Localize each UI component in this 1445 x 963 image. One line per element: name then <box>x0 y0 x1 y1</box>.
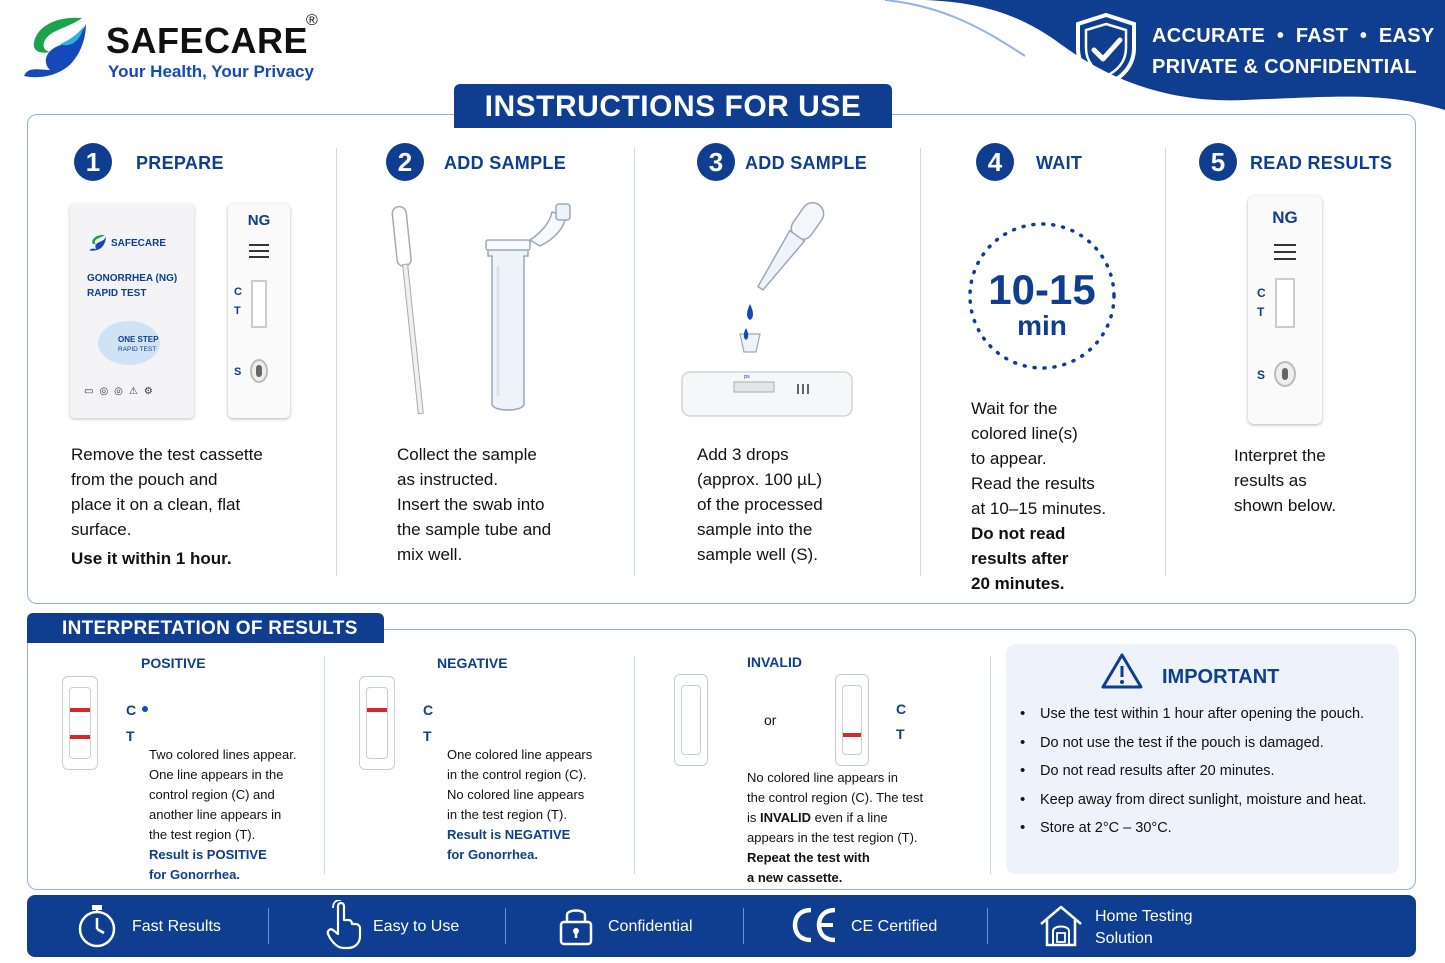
pouch-product-type: RAPID TEST <box>87 288 147 299</box>
list-item: • Do not use the test if the pouch is damaged. <box>1020 729 1395 758</box>
pouch-brand: SAFECARE <box>111 238 167 249</box>
shield-check-icon <box>1074 12 1138 88</box>
control-line <box>70 708 90 712</box>
stopwatch-icon <box>76 903 118 949</box>
s-marker: S <box>234 366 242 378</box>
c-marker: C <box>234 286 242 298</box>
brand-name: SAFECARE <box>106 20 309 61</box>
test-pouch <box>70 204 194 418</box>
registered-mark: ® <box>306 12 318 29</box>
step-1-title: PREPARE <box>136 153 224 173</box>
footer-divider <box>268 908 269 944</box>
positive-t-label: T <box>126 728 135 744</box>
footer-divider <box>987 908 988 944</box>
slogan-line-1: ACCURATE • FAST • EASY <box>1152 25 1435 47</box>
step-5-text: Interpret the results as shown below. <box>1234 446 1337 515</box>
instructions-title: INSTRUCTIONS FOR USE <box>454 84 892 128</box>
sample-well <box>250 359 268 383</box>
pouch-symbols-icon: ▭◎◎⚠⚙ <box>84 386 159 397</box>
swab-and-tube-icon <box>380 196 590 426</box>
sample-well <box>1274 361 1296 387</box>
footer-easy-to-use: Easy to Use <box>373 918 460 935</box>
step-4-text: Wait for the colored line(s) to appear. Read the results at 10–15 minutes. Do not read results after 20 minutes. <box>971 399 1107 593</box>
step-1-bold-note: Use it within 1 hour. <box>71 549 232 568</box>
brand-tagline: Your Health, Your Privacy <box>108 62 314 81</box>
test-line <box>70 735 90 739</box>
test-line <box>843 733 861 737</box>
step-1-number: 1 <box>74 143 112 181</box>
positive-c-label: C <box>126 702 137 718</box>
svg-text:ᵖˢ: ᵖˢ <box>744 373 750 382</box>
hand-pointer-icon <box>324 900 364 950</box>
lock-icon <box>558 904 594 946</box>
dropper-and-cassette-icon <box>676 200 856 422</box>
negative-text: One colored line appears in the control region (C). No colored line appears in the test region (T). Result is NEGATIVE for Gonorrhea. <box>447 745 627 865</box>
warning-triangle-icon <box>1100 652 1144 690</box>
slogan-line-2: PRIVATE & CONFIDENTIAL <box>1152 56 1417 78</box>
negative-c-label: C <box>423 702 434 718</box>
s-marker: S <box>1257 368 1266 382</box>
important-title: IMPORTANT <box>1162 666 1280 688</box>
step-divider <box>1165 148 1166 576</box>
footer-divider <box>505 908 506 944</box>
result-divider <box>324 656 325 874</box>
result-divider <box>634 656 635 874</box>
read-cassette <box>1248 196 1322 424</box>
footer-divider <box>743 908 744 944</box>
positive-text: Two colored lines appear. One line appears in the control region (C) and another line appears in the test region (T). Result is POSITIVE for Gonorrhea. <box>149 745 324 885</box>
c-marker: C <box>1257 286 1266 300</box>
invalid-text: No colored line appears in the control region (C). The test is INVALID even if a line appears in the test region (T). Repeat the test with a new cassette. <box>747 770 924 885</box>
step-2-text: Collect the sample as instructed. Insert the swab into the sample tube and mix well. <box>397 445 552 564</box>
step-3-text: Add 3 drops (approx. 100 µL) of the processed sample into the sample well (S). <box>697 445 823 564</box>
list-item: • Use the test within 1 hour after opening the pouch. <box>1020 700 1395 729</box>
step-3-title: ADD SAMPLE <box>745 153 868 173</box>
list-item: • Keep away from direct sunlight, moisture and heat. <box>1020 786 1395 815</box>
footer-ce-certified: CE Certified <box>851 918 938 935</box>
list-item: • Store at 2°C – 30°C. <box>1020 814 1395 843</box>
pouch-badge-line-2: RAPID TEST <box>118 346 157 353</box>
step-divider <box>920 148 921 576</box>
step-5-title: READ RESULTS <box>1250 153 1393 173</box>
t-marker: T <box>234 305 241 317</box>
positive-cassette <box>62 676 98 770</box>
ce-mark-icon <box>792 906 838 944</box>
cassette-label: NG <box>247 212 271 229</box>
pouch-product-name: GONORRHEA (NG) <box>87 273 178 284</box>
step-2-number: 2 <box>386 143 424 181</box>
invalid-c-label: C <box>896 701 907 717</box>
wait-time-unit: min <box>1017 310 1067 341</box>
step-divider <box>634 148 635 576</box>
invalid-or: or <box>764 712 777 728</box>
footer-bar <box>27 895 1416 957</box>
result-window <box>1275 278 1295 328</box>
results-title: INTERPRETATION OF RESULTS <box>27 613 384 643</box>
important-list <box>1020 700 1395 843</box>
negative-t-label: T <box>423 728 432 744</box>
step-5-number: 5 <box>1199 143 1237 181</box>
footer-home-testing: Home Testing Solution <box>1095 908 1193 947</box>
step-4-number: 4 <box>976 143 1014 181</box>
step-divider <box>336 148 337 576</box>
step-1-text: Remove the test cassette from the pouch and place it on a clean, flat surface. Use it within 1 hour. <box>71 442 321 571</box>
invalid-title: INVALID <box>747 654 802 670</box>
wait-time: 10-15 <box>988 266 1096 313</box>
control-line <box>367 708 387 712</box>
pouch-logo-icon <box>88 234 108 252</box>
footer-confidential: Confidential <box>608 918 693 935</box>
test-cassette <box>228 204 290 418</box>
step-2-title: ADD SAMPLE <box>444 153 567 173</box>
positive-title: POSITIVE <box>141 655 206 671</box>
invalid-t-label: T <box>896 726 905 742</box>
footer-fast-results: Fast Results <box>132 918 221 935</box>
step-4-title: WAIT <box>1036 153 1083 173</box>
positive-result: Result is POSITIVE <box>149 847 267 862</box>
negative-cassette <box>359 676 395 770</box>
result-window <box>251 280 267 328</box>
cassette-label: NG <box>1272 208 1298 227</box>
t-marker: T <box>1257 305 1265 319</box>
invalid-cassette-test-only <box>835 674 869 766</box>
invalid-cassette-empty <box>674 674 708 766</box>
negative-title: NEGATIVE <box>437 655 508 671</box>
list-item: • Do not read results after 20 minutes. <box>1020 757 1395 786</box>
pouch-badge-line-1: ONE STEP <box>118 335 159 344</box>
negative-result: Result is NEGATIVE <box>447 827 571 842</box>
marker-dot-icon <box>142 706 148 712</box>
result-divider <box>990 656 991 874</box>
safecare-logo-icon <box>20 14 92 82</box>
step-3-number: 3 <box>697 143 735 181</box>
house-icon <box>1038 903 1084 949</box>
